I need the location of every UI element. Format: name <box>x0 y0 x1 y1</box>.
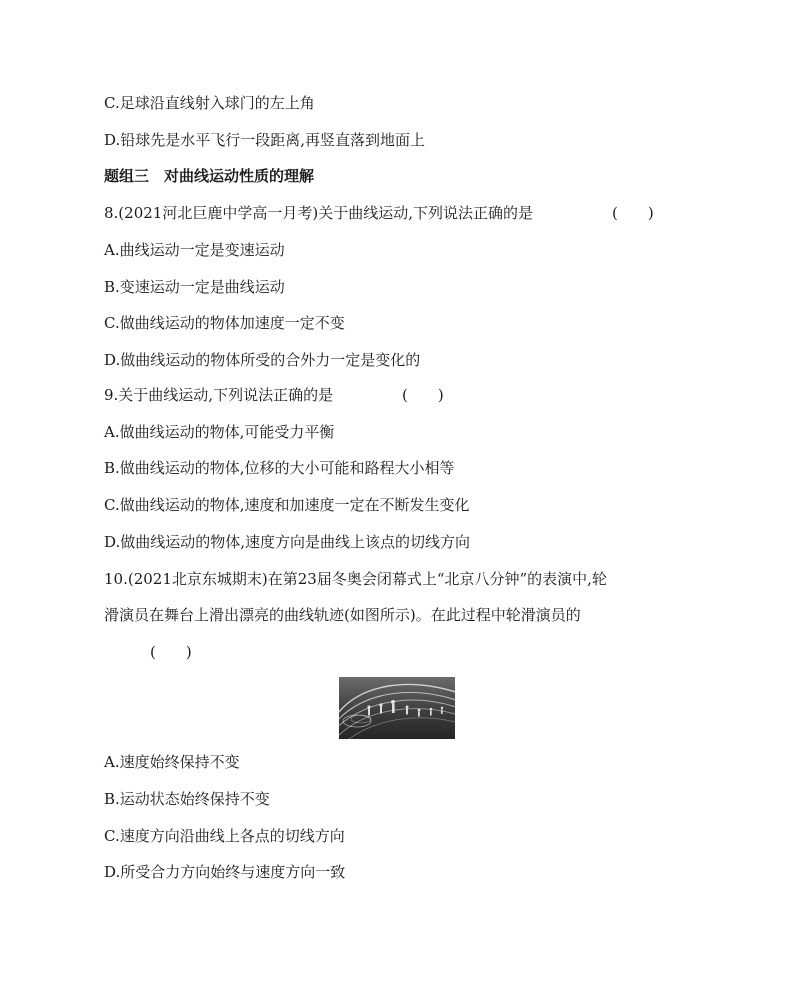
q9-option-c: C.做曲线运动的物体,速度和加速度一定在不断发生变化 <box>104 496 470 514</box>
q8-option-c: C.做曲线运动的物体加速度一定不变 <box>104 314 345 332</box>
q10-stem-line1: 10.(2021北京东城期末)在第23届冬奥会闭幕式上“北京八分钟”的表演中,轮 <box>104 570 607 588</box>
q9-stem: 9.关于曲线运动,下列说法正确的是 <box>104 386 334 404</box>
q9-answer-paren: ( ) <box>402 386 444 404</box>
q9-option-a: A.做曲线运动的物体,可能受力平衡 <box>104 423 335 441</box>
q8-stem: 8.(2021河北巨鹿中学高一月考)关于曲线运动,下列说法正确的是 <box>104 204 533 222</box>
prev-option-d: D.铅球先是水平飞行一段距离,再竖直落到地面上 <box>104 131 426 149</box>
prev-option-c: C.足球沿直线射入球门的左上角 <box>104 94 315 112</box>
q8-answer-paren: ( ) <box>612 204 654 222</box>
q10-option-c: C.速度方向沿曲线上各点的切线方向 <box>104 827 345 845</box>
q10-option-a: A.速度始终保持不变 <box>104 753 240 771</box>
q8-option-a: A.曲线运动一定是变速运动 <box>104 241 285 259</box>
q10-answer-paren: ( ) <box>150 643 192 661</box>
q8-option-b: B.变速运动一定是曲线运动 <box>104 278 285 296</box>
q10-option-d: D.所受合力方向始终与速度方向一致 <box>104 863 346 881</box>
q9-option-b: B.做曲线运动的物体,位移的大小可能和路程大小相等 <box>104 459 455 477</box>
q9-option-d: D.做曲线运动的物体,速度方向是曲线上该点的切线方向 <box>104 533 471 551</box>
q8-option-d: D.做曲线运动的物体所受的合外力一定是变化的 <box>104 351 421 369</box>
section-title: 题组三 对曲线运动性质的理解 <box>104 167 315 185</box>
q10-option-b: B.运动状态始终保持不变 <box>104 790 270 808</box>
roller-skaters-photo <box>339 677 455 739</box>
q10-stem-line2: 滑演员在舞台上滑出漂亮的曲线轨迹(如图所示)。在此过程中轮滑演员的 <box>104 606 581 624</box>
